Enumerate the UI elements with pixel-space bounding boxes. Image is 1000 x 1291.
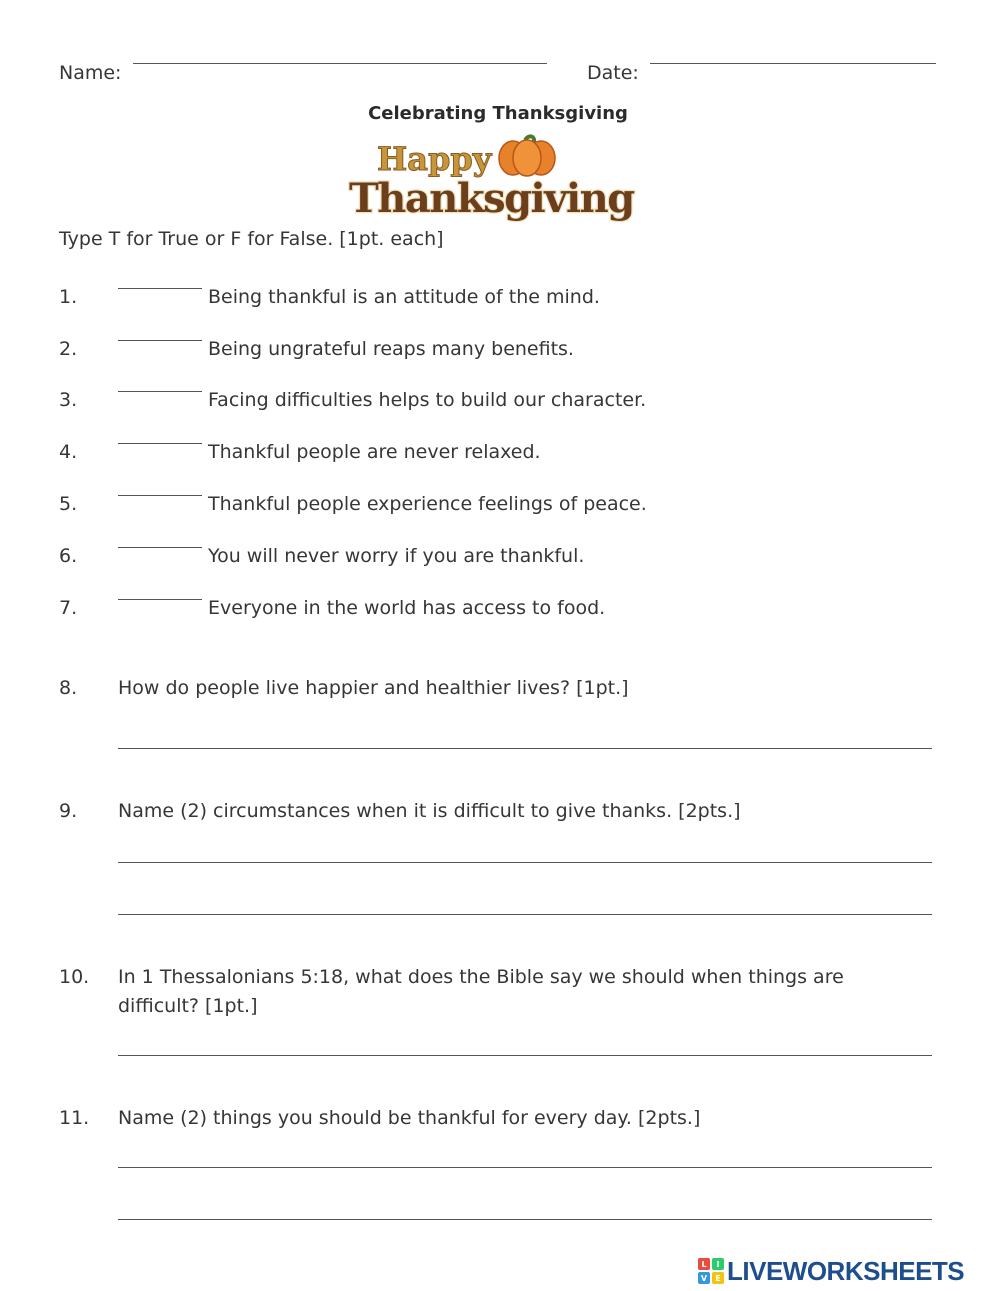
page-title: Celebrating Thanksgiving (368, 103, 628, 124)
item-text: Thankful people are never relaxed. (208, 441, 541, 463)
banner-thanksgiving-text: Thanksgiving (349, 175, 634, 222)
answer-line-10[interactable] (118, 1055, 932, 1056)
item-number: 2. (59, 338, 78, 360)
item-text: Being thankful is an attitude of the mind. (208, 286, 600, 308)
answer-line-11a[interactable] (118, 1167, 932, 1168)
item-number: 4. (59, 441, 78, 463)
item-text: You will never worry if you are thankful. (208, 545, 585, 567)
item-number: 10. (59, 966, 90, 988)
answer-line-8[interactable] (118, 748, 932, 749)
question-text-line-1: In 1 Thessalonians 5:18, what does the Bible say we should when things are (118, 966, 844, 988)
date-label: Date: (587, 62, 639, 84)
name-label: Name: (59, 62, 122, 84)
item-number: 9. (59, 800, 78, 822)
item-text: Everyone in the world has access to food. (208, 597, 606, 619)
name-field[interactable] (133, 63, 547, 64)
item-text: Facing difficulties helps to build our character. (208, 389, 647, 411)
tf-answer-field-2[interactable] (118, 340, 202, 341)
question-text: Name (2) things you should be thankful for every day. [2pts.] (118, 1107, 701, 1129)
item-number: 1. (59, 286, 78, 308)
item-number: 6. (59, 545, 78, 567)
logo-letter: E (715, 1274, 721, 1283)
question-text-line-2: difficult? [1pt.] (118, 995, 258, 1017)
item-number: 3. (59, 389, 78, 411)
logo-letter: V (700, 1274, 708, 1283)
answer-line-11b[interactable] (118, 1219, 932, 1220)
happy-thanksgiving-banner (343, 132, 655, 224)
answer-line-9a[interactable] (118, 862, 932, 863)
tf-answer-field-7[interactable] (118, 599, 202, 600)
tf-answer-field-3[interactable] (118, 391, 202, 392)
logo-letter: I (716, 1260, 720, 1269)
banner-graphic (343, 132, 655, 224)
date-field[interactable] (650, 63, 936, 64)
item-text: Thankful people experience feelings of peace. (208, 493, 647, 515)
instructions: Type T for True or F for False. [1pt. each] (59, 228, 444, 250)
item-number: 5. (59, 493, 78, 515)
banner-happy-text: Happy (377, 140, 492, 178)
liveworksheets-logo[interactable] (697, 1257, 995, 1285)
tf-answer-field-5[interactable] (118, 495, 202, 496)
item-number: 8. (59, 677, 78, 699)
question-text: Name (2) circumstances when it is difficult to give thanks. [2pts.] (118, 800, 741, 822)
pumpkin-icon (499, 136, 555, 176)
answer-line-9b[interactable] (118, 914, 932, 915)
logo-letter: L (701, 1260, 707, 1269)
tf-answer-field-4[interactable] (118, 443, 202, 444)
liveworksheets-blocks-icon (697, 1257, 725, 1285)
item-text: Being ungrateful reaps many benefits. (208, 338, 574, 360)
question-text: How do people live happier and healthier lives? [1pt.] (118, 677, 629, 699)
tf-answer-field-6[interactable] (118, 547, 202, 548)
brand-name: LIVEWORKSHEETS (727, 1256, 965, 1286)
tf-answer-field-1[interactable] (118, 288, 202, 289)
item-number: 11. (59, 1107, 90, 1129)
item-number: 7. (59, 597, 78, 619)
